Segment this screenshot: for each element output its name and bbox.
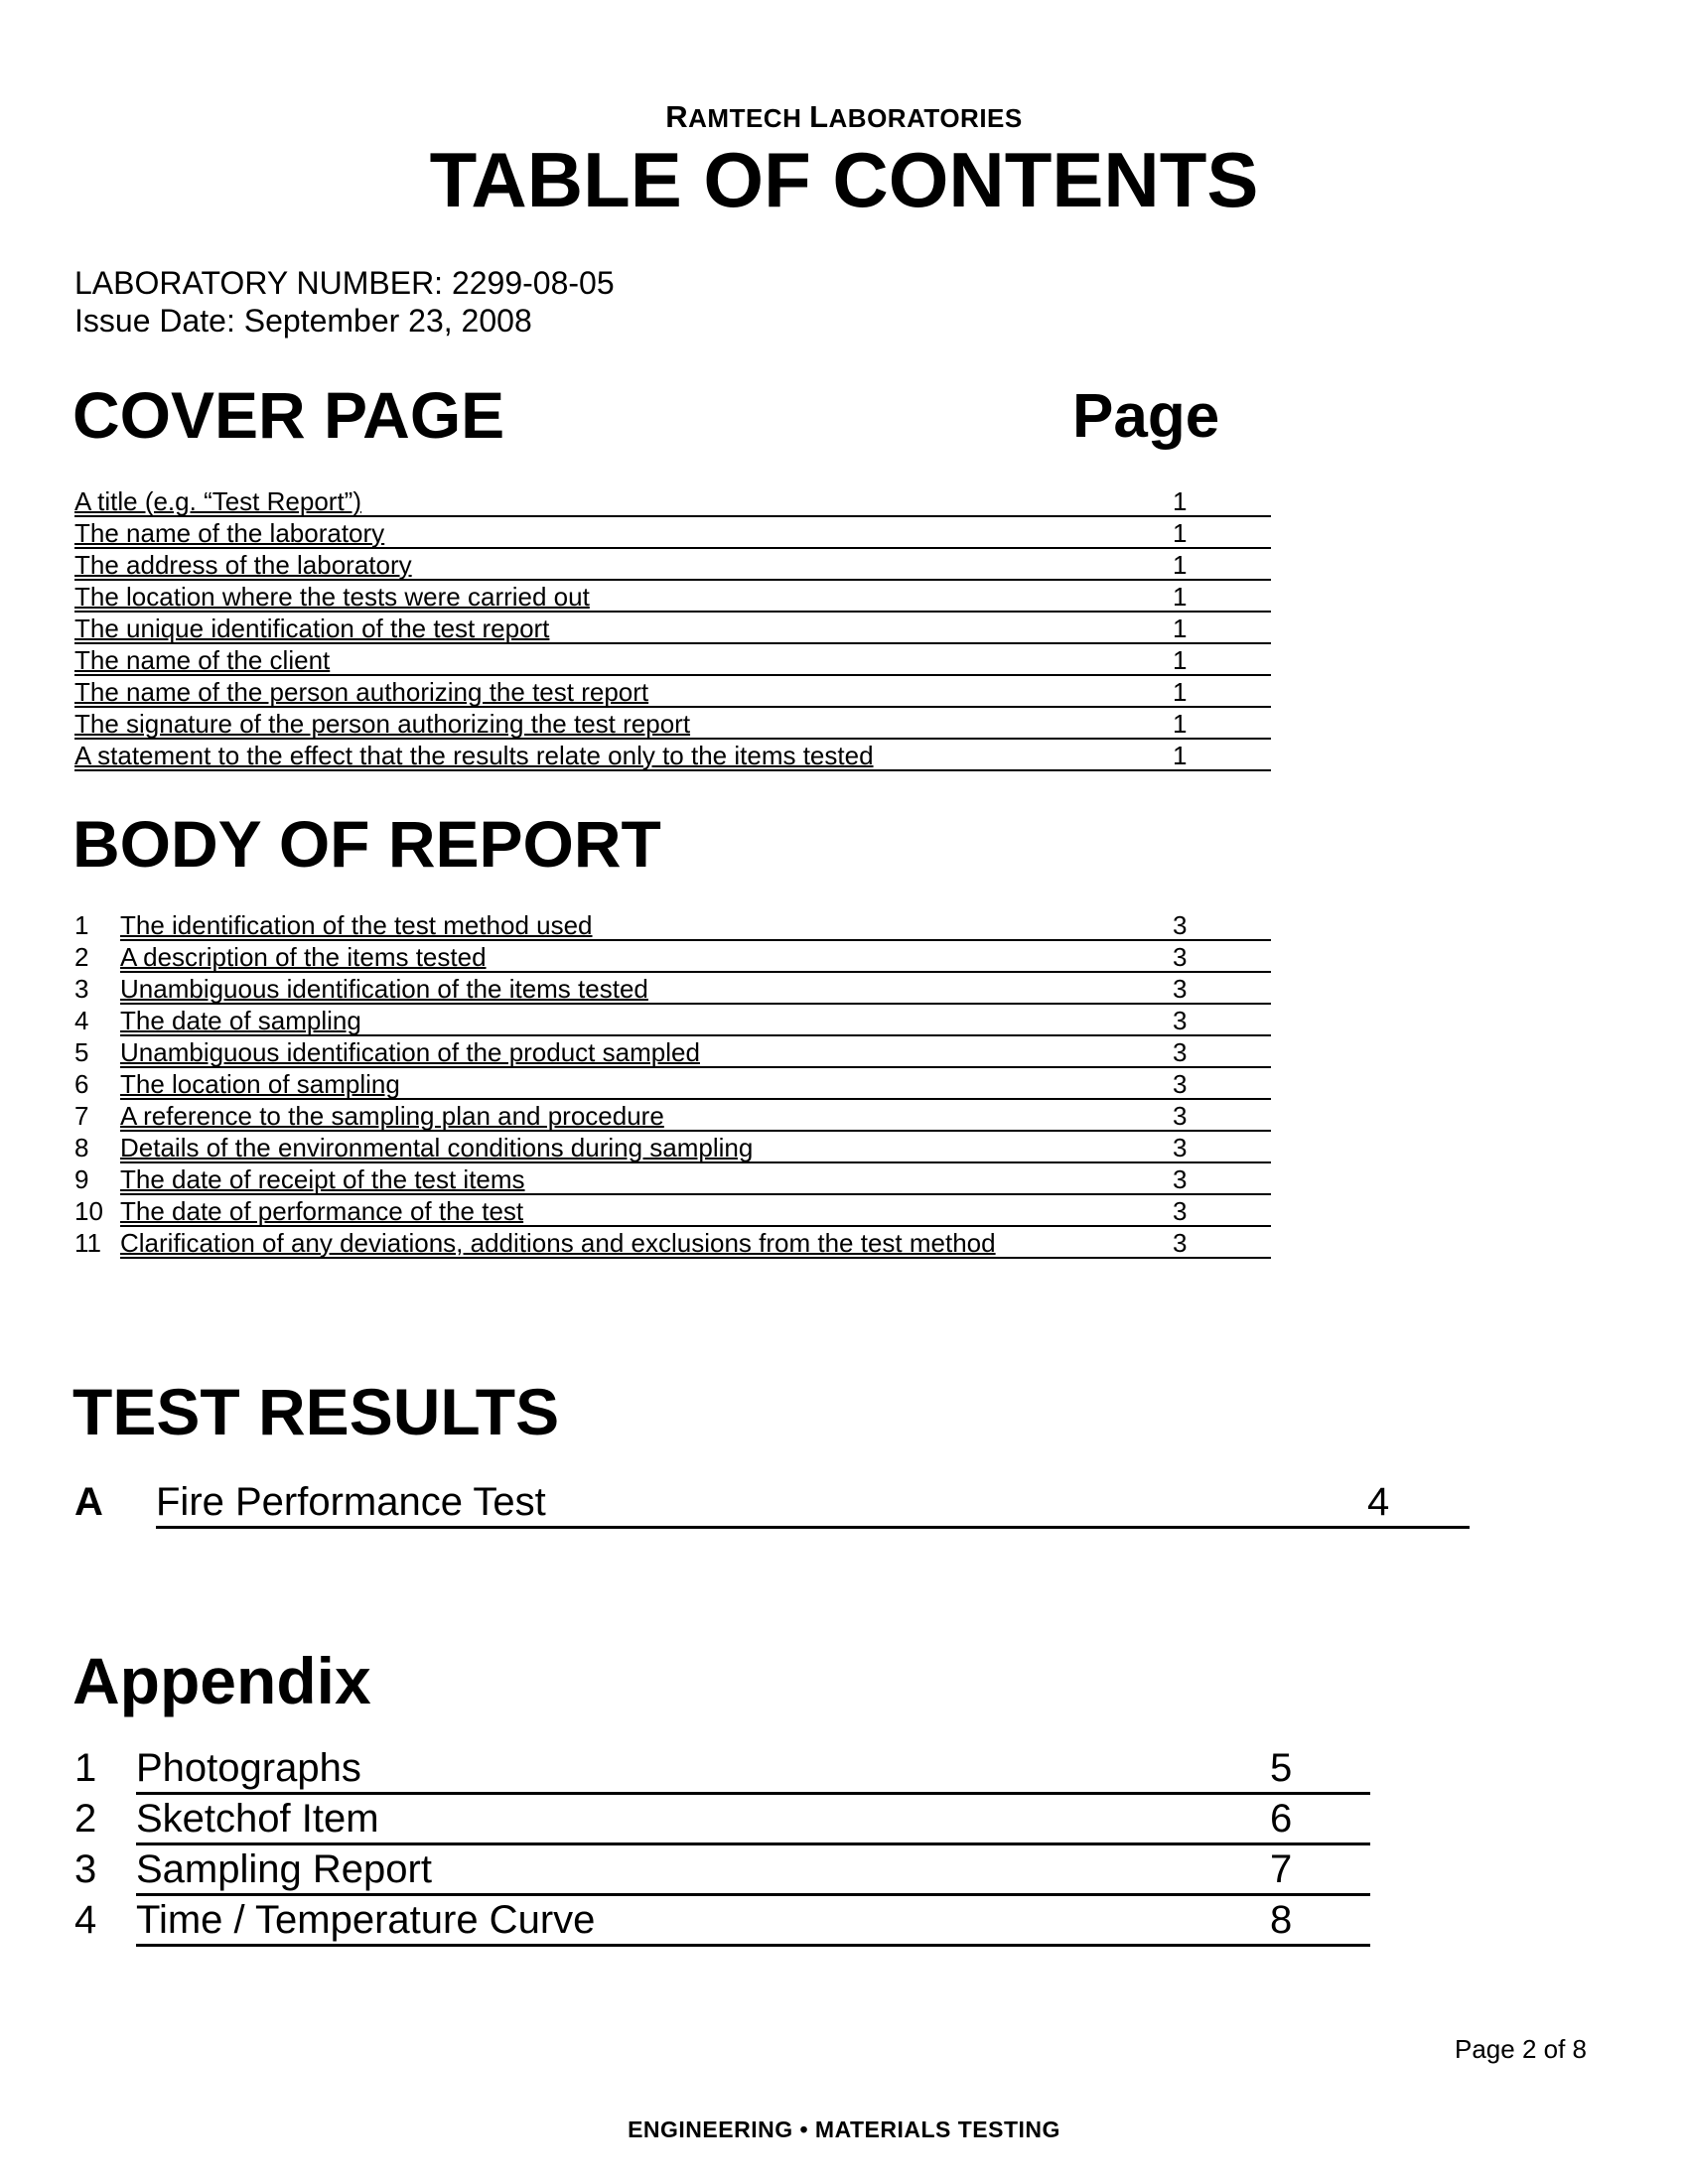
body-of-report-item-number: 8 (74, 1133, 89, 1162)
test-results-item (74, 1477, 1470, 1529)
appendix-item-text: Photographs (136, 1746, 361, 1790)
body-of-report-item-number: 10 (74, 1196, 103, 1226)
body-of-report-item-page: 3 (1173, 942, 1188, 972)
appendix-item-line (136, 1845, 1370, 1896)
cover-page-item-text: A title (e.g. “Test Report”) (74, 486, 361, 516)
body-of-report-item-text: Unambiguous identification of the items tested (120, 974, 648, 1004)
appendix-item-text: Sketchof Item (136, 1797, 379, 1841)
appendix-item (74, 1845, 1370, 1896)
appendix-item-number: 2 (74, 1797, 97, 1841)
appendix-item-line (136, 1896, 1370, 1947)
appendix-item-number: 1 (74, 1746, 97, 1790)
appendix-item-page: 5 (1270, 1746, 1293, 1790)
body-of-report-item (74, 1006, 1271, 1036)
cover-page-item (74, 741, 1271, 771)
body-of-report-item (74, 1037, 1271, 1068)
cover-page-item (74, 550, 1271, 581)
cover-page-item-text: The location where the tests were carried out (74, 582, 590, 612)
body-of-report-item-line (120, 942, 1271, 973)
body-of-report-item-number: 9 (74, 1164, 89, 1194)
cover-page-item (74, 645, 1271, 676)
cover-page-item (74, 677, 1271, 708)
body-of-report-item (74, 1133, 1271, 1163)
laboratory-number: LABORATORY NUMBER: 2299-08-05 (74, 265, 615, 301)
body-of-report-item-text: Unambiguous identification of the product sampled (120, 1037, 700, 1067)
body-of-report-item (74, 942, 1271, 973)
cover-page-item-text: The unique identification of the test report (74, 614, 550, 643)
body-of-report-item (74, 974, 1271, 1005)
body-of-report-item-line (120, 1133, 1271, 1163)
cover-page-heading: COVER PAGE (72, 378, 505, 452)
body-of-report-item (74, 1069, 1271, 1100)
body-of-report-item (74, 910, 1271, 941)
body-of-report-item-number: 2 (74, 942, 89, 972)
cover-page-item-page: 1 (1173, 550, 1188, 580)
appendix-item-line (136, 1744, 1370, 1795)
body-of-report-item-text: Details of the environmental conditions during sampling (120, 1133, 754, 1162)
body-of-report-item (74, 1196, 1271, 1227)
body-of-report-item-line (120, 910, 1271, 941)
cover-page-item-text: The name of the laboratory (74, 518, 385, 548)
body-of-report-item-number: 7 (74, 1101, 89, 1131)
body-of-report-item-line (120, 1101, 1271, 1132)
appendix-heading: Appendix (72, 1644, 371, 1717)
body-of-report-item-number: 11 (74, 1228, 101, 1258)
body-of-report-item-line (120, 1037, 1271, 1068)
test-results-item-letter: A (74, 1480, 103, 1524)
body-of-report-item-number: 5 (74, 1037, 89, 1067)
appendix-item (74, 1744, 1370, 1795)
appendix-item-line (136, 1795, 1370, 1845)
cover-page-item-text: The address of the laboratory (74, 550, 412, 580)
appendix-item-number: 3 (74, 1847, 97, 1891)
body-of-report-item-page: 3 (1173, 1196, 1188, 1226)
appendix-item-page: 6 (1270, 1797, 1293, 1841)
appendix-item-text: Sampling Report (136, 1847, 432, 1891)
body-of-report-item-number: 6 (74, 1069, 89, 1099)
body-of-report-item-text: The date of receipt of the test items (120, 1164, 525, 1194)
cover-page-item-text: The name of the person authorizing the test report (74, 677, 649, 707)
cover-page-item (74, 486, 1271, 517)
issue-date: Issue Date: September 23, 2008 (74, 303, 532, 339)
body-of-report-item-text: Clarification of any deviations, additions and exclusions from the test method (120, 1228, 996, 1258)
appendix-item-page: 8 (1270, 1898, 1293, 1942)
body-of-report-heading: BODY OF REPORT (72, 807, 661, 881)
page-number: Page 2 of 8 (1455, 2034, 1587, 2064)
body-of-report-item-page: 3 (1173, 974, 1188, 1004)
cover-page-item (74, 709, 1271, 740)
page-column-heading: Page (1072, 382, 1220, 451)
body-of-report-item-page: 3 (1173, 1006, 1188, 1035)
cover-page-item-page: 1 (1173, 741, 1188, 770)
cover-page-item (74, 614, 1271, 644)
cover-page-item-page: 1 (1173, 614, 1188, 643)
cover-page-item-page: 1 (1173, 486, 1188, 516)
body-of-report-item-text: The date of performance of the test (120, 1196, 524, 1226)
cover-page-item-page: 1 (1173, 582, 1188, 612)
body-of-report-item-text: The location of sampling (120, 1069, 400, 1099)
appendix-item-page: 7 (1270, 1847, 1293, 1891)
body-of-report-item-line (120, 974, 1271, 1005)
appendix-item-number: 4 (74, 1898, 97, 1942)
cover-page-item-page: 1 (1173, 709, 1188, 739)
body-of-report-item-page: 3 (1173, 1037, 1188, 1067)
body-of-report-item-page: 3 (1173, 1228, 1188, 1258)
body-of-report-item-line (120, 1164, 1271, 1195)
body-of-report-item-number: 4 (74, 1006, 89, 1035)
body-of-report-item-number: 3 (74, 974, 89, 1004)
body-of-report-item-text: The date of sampling (120, 1006, 361, 1035)
test-results-heading: TEST RESULTS (72, 1375, 560, 1448)
cover-page-item-text: A statement to the effect that the results relate only to the items tested (74, 741, 874, 770)
cover-page-item (74, 582, 1271, 613)
cover-page-item-text: The signature of the person authorizing the test report (74, 709, 691, 739)
body-of-report-item-line (120, 1069, 1271, 1100)
cover-page-item-text: The name of the client (74, 645, 331, 675)
body-of-report-item-number: 1 (74, 910, 89, 940)
appendix-item (74, 1795, 1370, 1845)
body-of-report-item-line (120, 1006, 1271, 1036)
body-of-report-item-page: 3 (1173, 1069, 1188, 1099)
cover-page-item-page: 1 (1173, 645, 1188, 675)
body-of-report-item (74, 1164, 1271, 1195)
footer: ENGINEERING • MATERIALS TESTING (628, 2116, 1060, 2142)
cover-page-item (74, 518, 1271, 549)
test-results-item-text: Fire Performance Test (156, 1480, 546, 1524)
body-of-report-item-text: The identification of the test method used (120, 910, 593, 940)
body-of-report-item-page: 3 (1173, 1101, 1188, 1131)
appendix-item-text: Time / Temperature Curve (136, 1898, 596, 1942)
body-of-report-item-text: A description of the items tested (120, 942, 487, 972)
appendix-item (74, 1896, 1370, 1947)
body-of-report-item-page: 3 (1173, 910, 1188, 940)
test-results-item-line (156, 1477, 1470, 1529)
body-of-report-item-line (120, 1228, 1271, 1259)
laboratory-name: RAMTECH LABORATORIES (665, 99, 1023, 134)
document-title: TABLE OF CONTENTS (429, 136, 1259, 223)
body-of-report-item (74, 1101, 1271, 1132)
body-of-report-item (74, 1228, 1271, 1259)
cover-page-item-page: 1 (1173, 518, 1188, 548)
body-of-report-item-text: A reference to the sampling plan and procedure (120, 1101, 664, 1131)
body-of-report-item-page: 3 (1173, 1133, 1188, 1162)
body-of-report-item-page: 3 (1173, 1164, 1188, 1194)
test-results-item-page: 4 (1367, 1480, 1390, 1524)
cover-page-item-page: 1 (1173, 677, 1188, 707)
body-of-report-item-line (120, 1196, 1271, 1227)
